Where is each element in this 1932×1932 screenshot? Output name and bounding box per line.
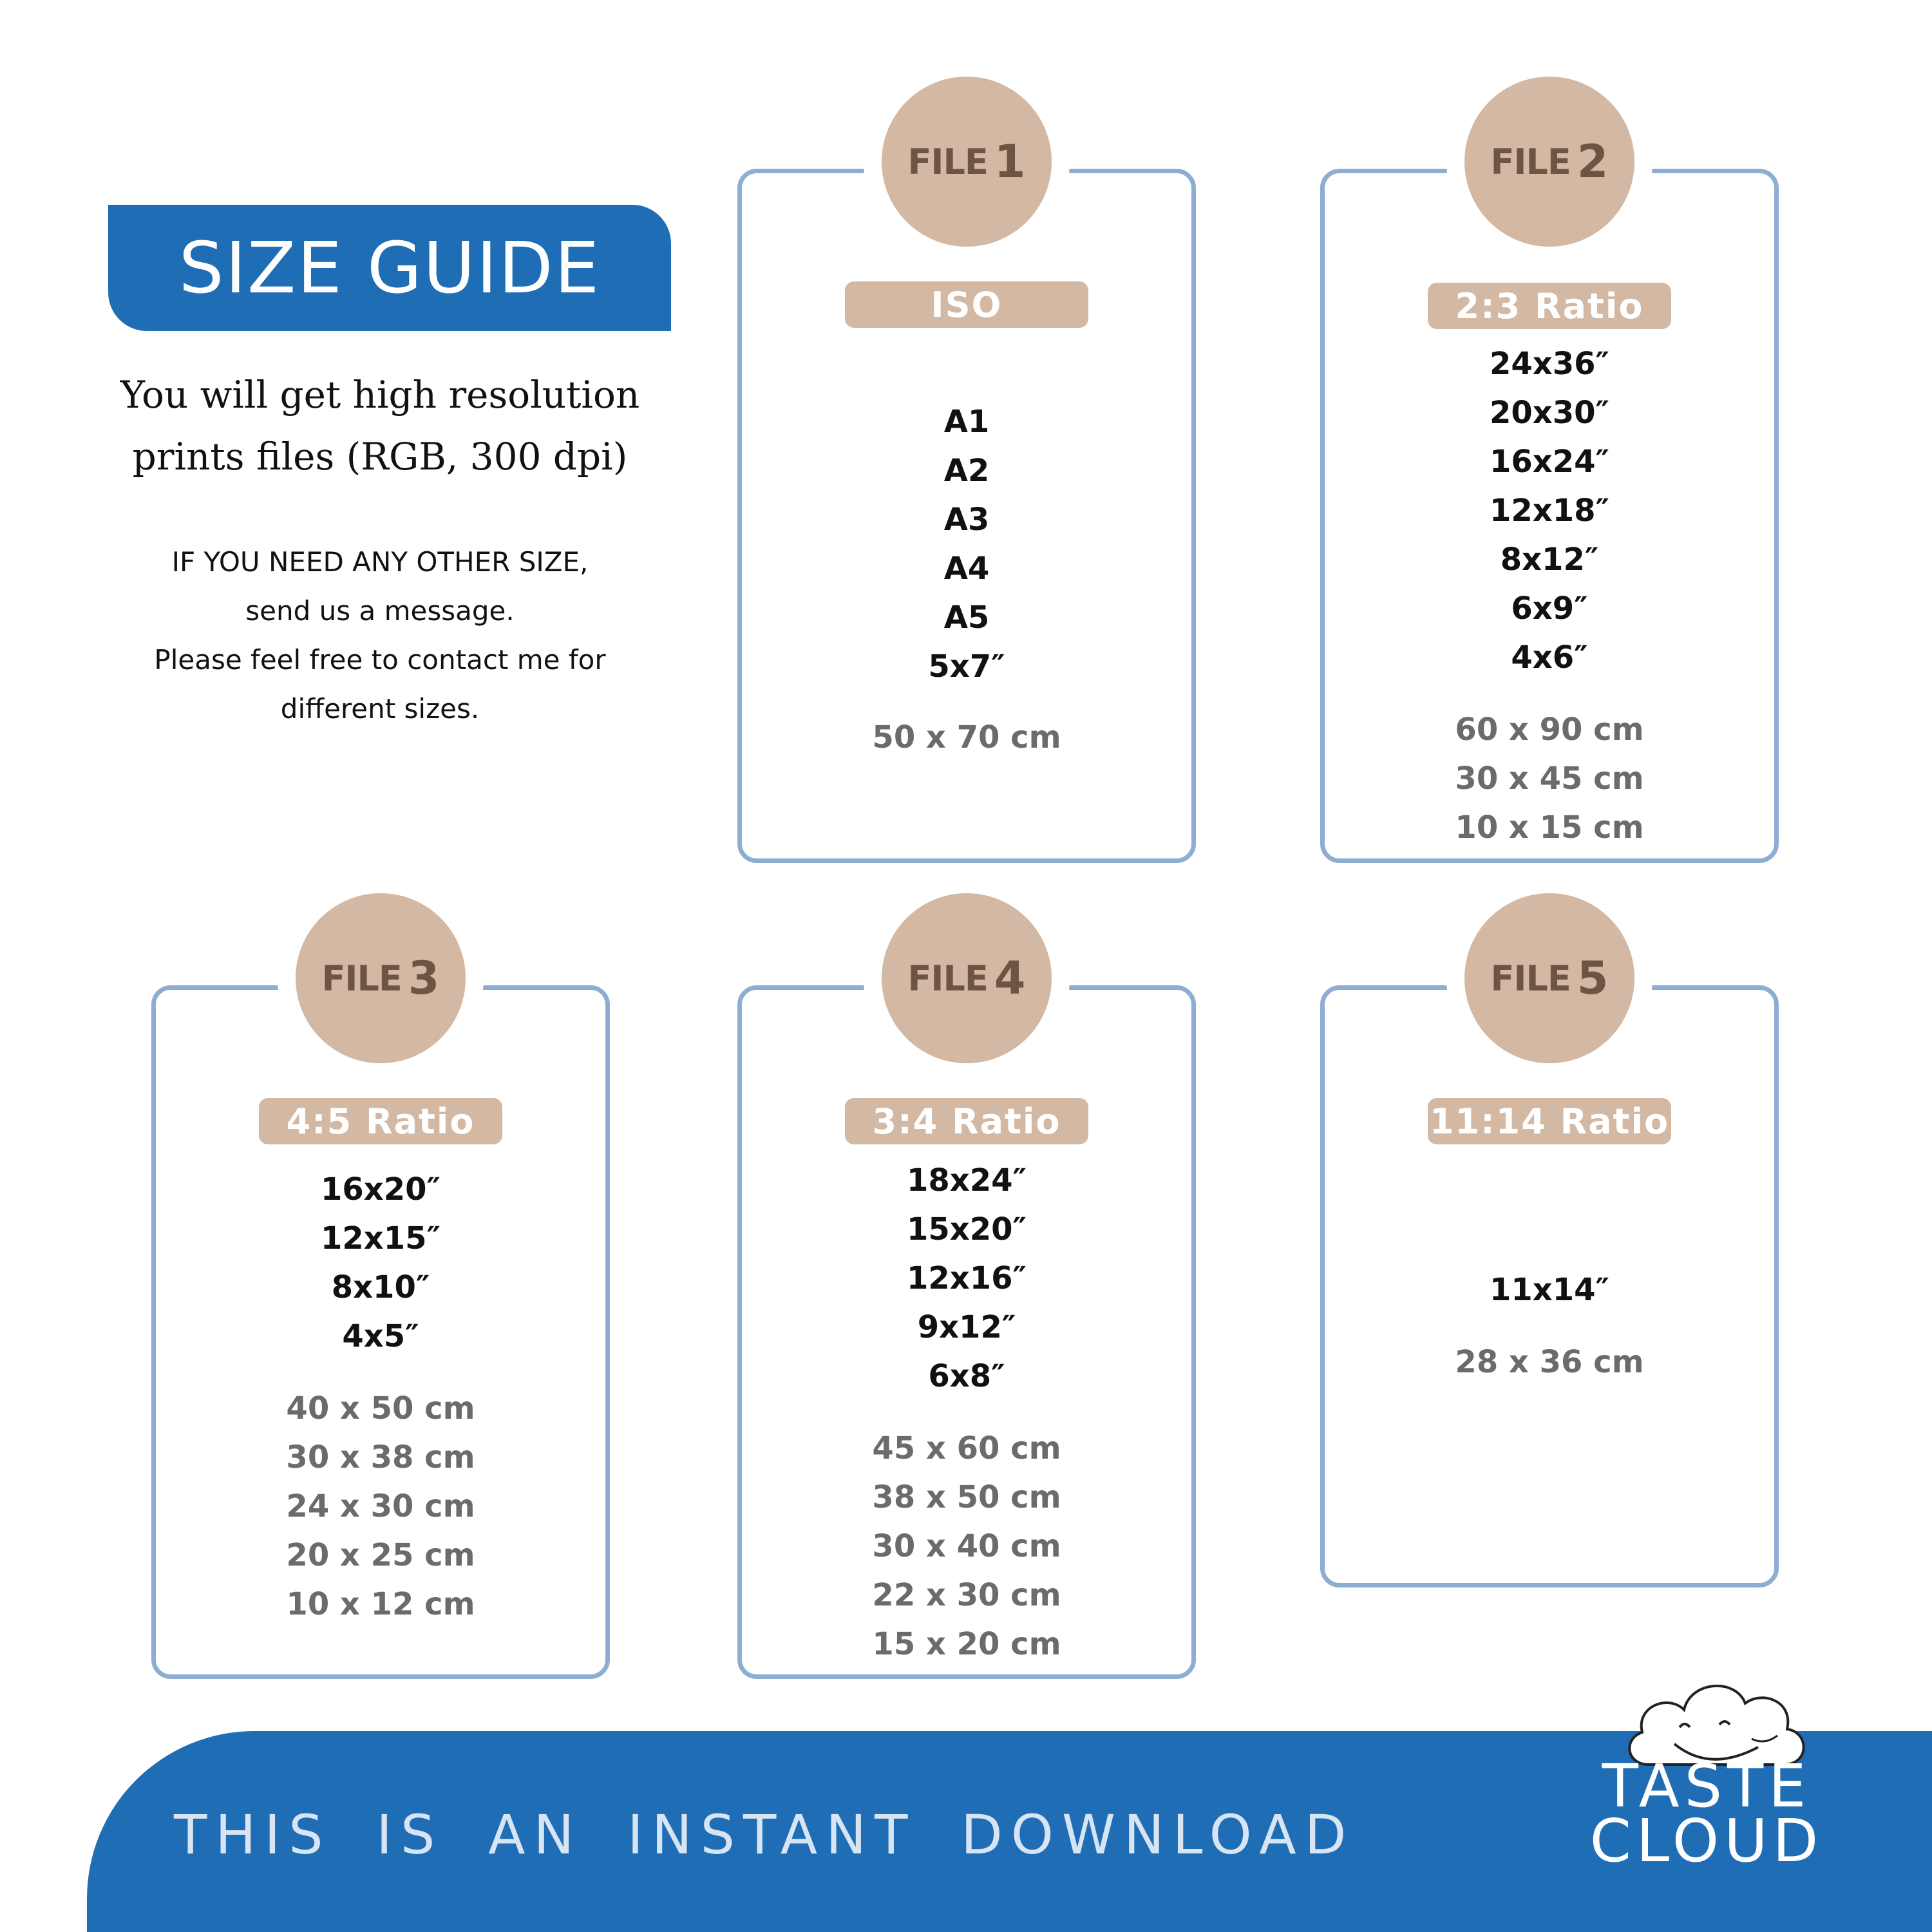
size-inch: 20x30″ (1490, 395, 1609, 431)
size-cm: 40 x 50 cm (286, 1390, 475, 1426)
file-card-3 (151, 952, 610, 1679)
size-inch: 9x12″ (917, 1309, 1016, 1345)
size-inch: 8x10″ (331, 1269, 430, 1305)
size-inch: 15x20″ (907, 1211, 1027, 1247)
note-line-4: different sizes. (280, 693, 480, 724)
size-list (156, 1165, 605, 1629)
size-cm: 24 x 30 cm (286, 1488, 475, 1524)
size-inch: 12x18″ (1490, 493, 1609, 529)
size-inch: A1 (943, 404, 990, 440)
size-inch: 11x14″ (1490, 1272, 1609, 1308)
ratio-label: ISO (845, 281, 1088, 328)
contact-note (90, 538, 670, 734)
size-inch: A4 (943, 551, 990, 587)
file-badge-4 (882, 893, 1052, 1063)
size-inch: 8x12″ (1500, 542, 1599, 578)
intro-line-1: You will get high resolution (120, 373, 640, 417)
size-inch: 24x36″ (1490, 346, 1609, 382)
size-cm: 38 x 50 cm (872, 1479, 1061, 1515)
file-badge-number: 2 (1577, 135, 1609, 188)
file-badge-number: 3 (408, 952, 440, 1005)
size-cm: 10 x 12 cm (286, 1586, 475, 1622)
size-inch: 16x24″ (1490, 444, 1609, 480)
file-badge-number: 4 (994, 952, 1026, 1005)
size-inch: 4x6″ (1511, 639, 1588, 676)
intro-line-2: prints files (RGB, 300 dpi) (132, 435, 628, 478)
size-cm: 60 x 90 cm (1455, 712, 1644, 748)
size-inch: 5x7″ (928, 649, 1005, 685)
ratio-label: 3:4 Ratio (845, 1098, 1088, 1144)
file-badge-2 (1464, 77, 1634, 247)
size-cm: 28 x 36 cm (1455, 1344, 1644, 1380)
size-inch: 4x5″ (342, 1318, 419, 1354)
note-line-1: IF YOU NEED ANY OTHER SIZE, (171, 546, 589, 578)
file-badge-label: FILE (321, 958, 402, 999)
file-card-2 (1320, 135, 1779, 863)
size-inch: 6x9″ (1511, 591, 1588, 627)
file-badge-label: FILE (1490, 958, 1571, 999)
taste-cloud-logo (1584, 1668, 1842, 1926)
file-badge-number: 5 (1577, 952, 1609, 1005)
file-card-1 (737, 135, 1196, 863)
file-badge-label: FILE (907, 958, 988, 999)
size-inch: A5 (943, 600, 990, 636)
intro-text (90, 364, 670, 488)
title-banner (108, 205, 671, 331)
size-inch: 12x15″ (321, 1220, 440, 1256)
size-cm: 22 x 30 cm (872, 1577, 1061, 1613)
size-inch: 12x16″ (907, 1260, 1027, 1296)
file-badge-number: 1 (994, 135, 1026, 188)
size-list (742, 397, 1191, 762)
file-badge-3 (296, 893, 466, 1063)
size-cm: 30 x 40 cm (872, 1528, 1061, 1564)
file-card-5 (1320, 952, 1779, 1587)
size-inch: A2 (943, 453, 990, 489)
logo-word-cloud: CLOUD (1589, 1806, 1824, 1875)
size-inch: A3 (943, 502, 990, 538)
footer-text: THIS IS AN INSTANT DOWNLOAD (174, 1803, 1355, 1866)
ratio-label: 4:5 Ratio (259, 1098, 502, 1144)
size-inch: 6x8″ (928, 1358, 1005, 1394)
size-cm: 10 x 15 cm (1455, 810, 1644, 846)
file-badge-1 (882, 77, 1052, 247)
file-badge-5 (1464, 893, 1634, 1063)
note-line-2: send us a message. (245, 595, 515, 627)
size-cm: 30 x 45 cm (1455, 761, 1644, 797)
size-inch: 18x24″ (907, 1162, 1027, 1198)
note-line-3: Please feel free to contact me for (154, 644, 606, 676)
size-cm: 30 x 38 cm (286, 1439, 475, 1475)
logo-word-taste: TASTE (1602, 1752, 1812, 1821)
page-title: SIZE GUIDE (178, 227, 601, 309)
size-inch: 16x20″ (321, 1171, 440, 1208)
ratio-label: 2:3 Ratio (1428, 283, 1671, 329)
file-badge-label: FILE (907, 141, 988, 182)
file-badge-label: FILE (1490, 141, 1571, 182)
size-cm: 20 x 25 cm (286, 1537, 475, 1573)
file-card-4 (737, 952, 1196, 1679)
size-list (1325, 1265, 1774, 1387)
size-cm: 50 x 70 cm (872, 719, 1061, 755)
size-cm: 15 x 20 cm (872, 1626, 1061, 1662)
size-list (742, 1156, 1191, 1669)
size-list (1325, 339, 1774, 852)
size-cm: 45 x 60 cm (872, 1430, 1061, 1466)
ratio-label: 11:14 Ratio (1428, 1098, 1671, 1144)
